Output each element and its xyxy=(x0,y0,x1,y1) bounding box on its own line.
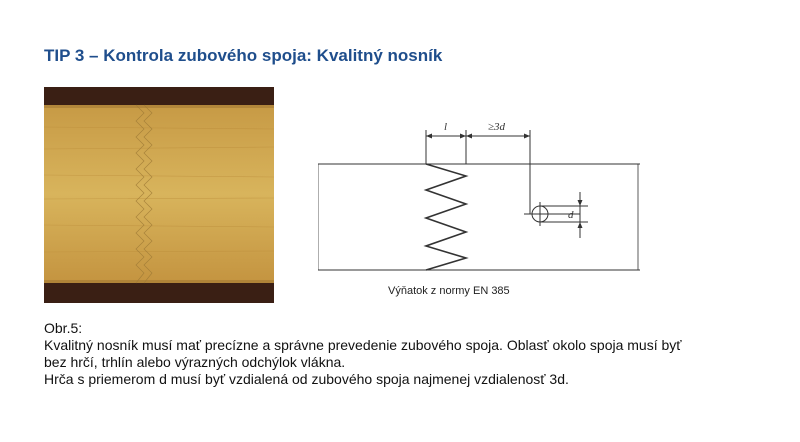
page-title: TIP 3 – Kontrola zubového spoja: Kvalitný nosník xyxy=(44,46,443,65)
dimension-3d-label: ≥3d xyxy=(488,121,506,133)
text-line-1: Kvalitný nosník musí mať precízne a správne prevedenie zubového spoja. Oblasť okolo spoja musí byť xyxy=(44,337,682,353)
finger-joint-photo xyxy=(44,87,274,303)
figure-label: Obr.5: xyxy=(44,320,83,336)
dimension-l-label: l xyxy=(444,121,448,133)
diagram-caption: Výňatok z normy EN 385 xyxy=(388,285,510,297)
body-text xyxy=(44,320,764,388)
text-line-3: Hrča s priemerom d musí byť vzdialená od zubového spoja najmenej vzdialenosť 3d. xyxy=(44,371,569,387)
text-line-2: bez hrčí, trhlín alebo výrazných odchýlok vlákna. xyxy=(44,354,346,370)
finger-joint-diagram xyxy=(318,108,640,276)
dimension-d-label: d xyxy=(568,209,574,221)
